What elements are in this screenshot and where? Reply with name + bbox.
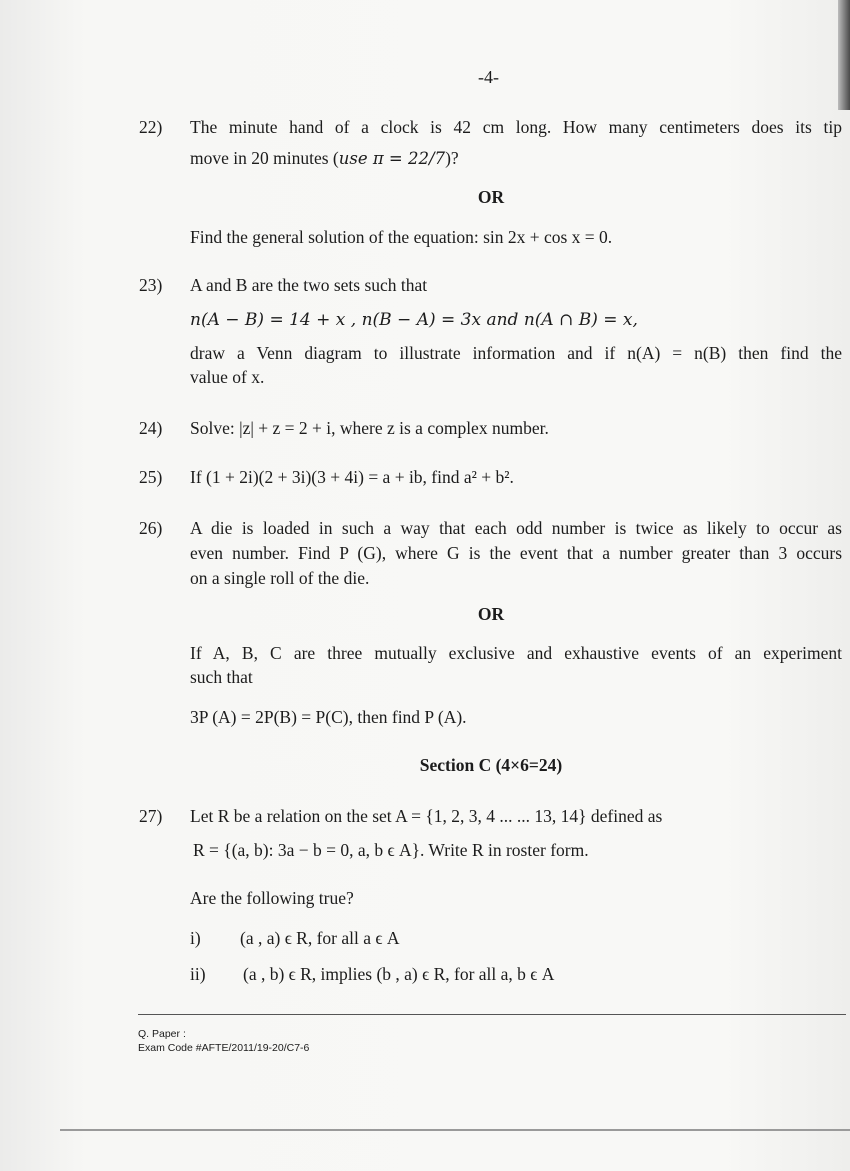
- question-26-line-2: even number. Find P (G), where G is the event that a number greater than 3 occurs: [190, 543, 842, 563]
- question-27-item-i-text: (a , a) ϵ R, for all a ϵ A: [240, 928, 400, 948]
- question-22-line-1: The minute hand of a clock is 42 cm long. How many centimeters does its tip: [190, 117, 842, 137]
- question-23-line-3: draw a Venn diagram to illustrate information and if n(A) = n(B) then find the: [190, 343, 842, 363]
- question-23-line-4: value of x.: [190, 367, 265, 387]
- question-number-27: 27): [139, 806, 163, 826]
- scan-bottom-edge: [60, 1129, 850, 1131]
- question-26-line-3: on a single roll of the die.: [190, 568, 370, 588]
- section-c-heading: Section C (4×6=24): [419, 755, 563, 775]
- question-26-alt-line-1: If A, B, C are three mutually exclusive and exhaustive events of an experiment: [190, 643, 842, 663]
- question-number-22: 22): [139, 117, 163, 137]
- question-22-line-2: [190, 146, 459, 171]
- footer-divider: [138, 1014, 846, 1015]
- question-number-23: 23): [139, 275, 163, 295]
- or-divider-26: OR: [477, 604, 505, 624]
- question-number-25: 25): [139, 467, 163, 487]
- question-23-line-1: A and B are the two sets such that: [190, 275, 428, 295]
- question-22-pi-hint: use π = 22/7: [338, 149, 446, 168]
- footer-paper-label: Q. Paper :: [138, 1028, 186, 1040]
- question-23-set-equation: n(A − B) = 14 + x , n(B − A) = 3x and n(A ∩ B) = x,: [190, 310, 638, 330]
- question-27-line-2: R = {(a, b): 3a − b = 0, a, b ϵ A}. Write R in roster form.: [193, 840, 589, 860]
- question-27-item-ii-label: ii): [190, 964, 206, 984]
- scan-edge-shadow: [838, 0, 850, 110]
- or-divider-22: OR: [477, 187, 505, 207]
- footer-exam-code: Exam Code #AFTE/2011/19-20/C7-6: [138, 1042, 310, 1054]
- question-22-line-2-post: )?: [445, 148, 459, 168]
- question-26-alt-line-2: such that: [190, 667, 253, 687]
- page-number: -4-: [478, 67, 499, 87]
- question-24-text: Solve: |z| + z = 2 + i, where z is a complex number.: [190, 418, 549, 438]
- question-27-line-1: Let R be a relation on the set A = {1, 2, 3, 4 ... ... 13, 14} defined as: [190, 806, 663, 826]
- question-27-item-i-label: i): [190, 928, 201, 948]
- question-number-26: 26): [139, 518, 163, 538]
- question-25-text: If (1 + 2i)(2 + 3i)(3 + 4i) = a + ib, find a² + b².: [190, 467, 514, 487]
- question-27-line-3: Are the following true?: [190, 888, 354, 908]
- question-22-line-2-pre: move in 20 minutes (: [190, 148, 339, 168]
- question-number-24: 24): [139, 418, 163, 438]
- question-27-item-ii-text: (a , b) ϵ R, implies (b , a) ϵ R, for all a, b ϵ A: [243, 964, 555, 984]
- question-22-alternative: Find the general solution of the equation: sin 2x + cos x = 0.: [190, 227, 613, 247]
- question-26-alt-line-3: 3P (A) = 2P(B) = P(C), then find P (A).: [190, 707, 467, 727]
- question-26-line-1: A die is loaded in such a way that each odd number is twice as likely to occur as: [190, 518, 842, 538]
